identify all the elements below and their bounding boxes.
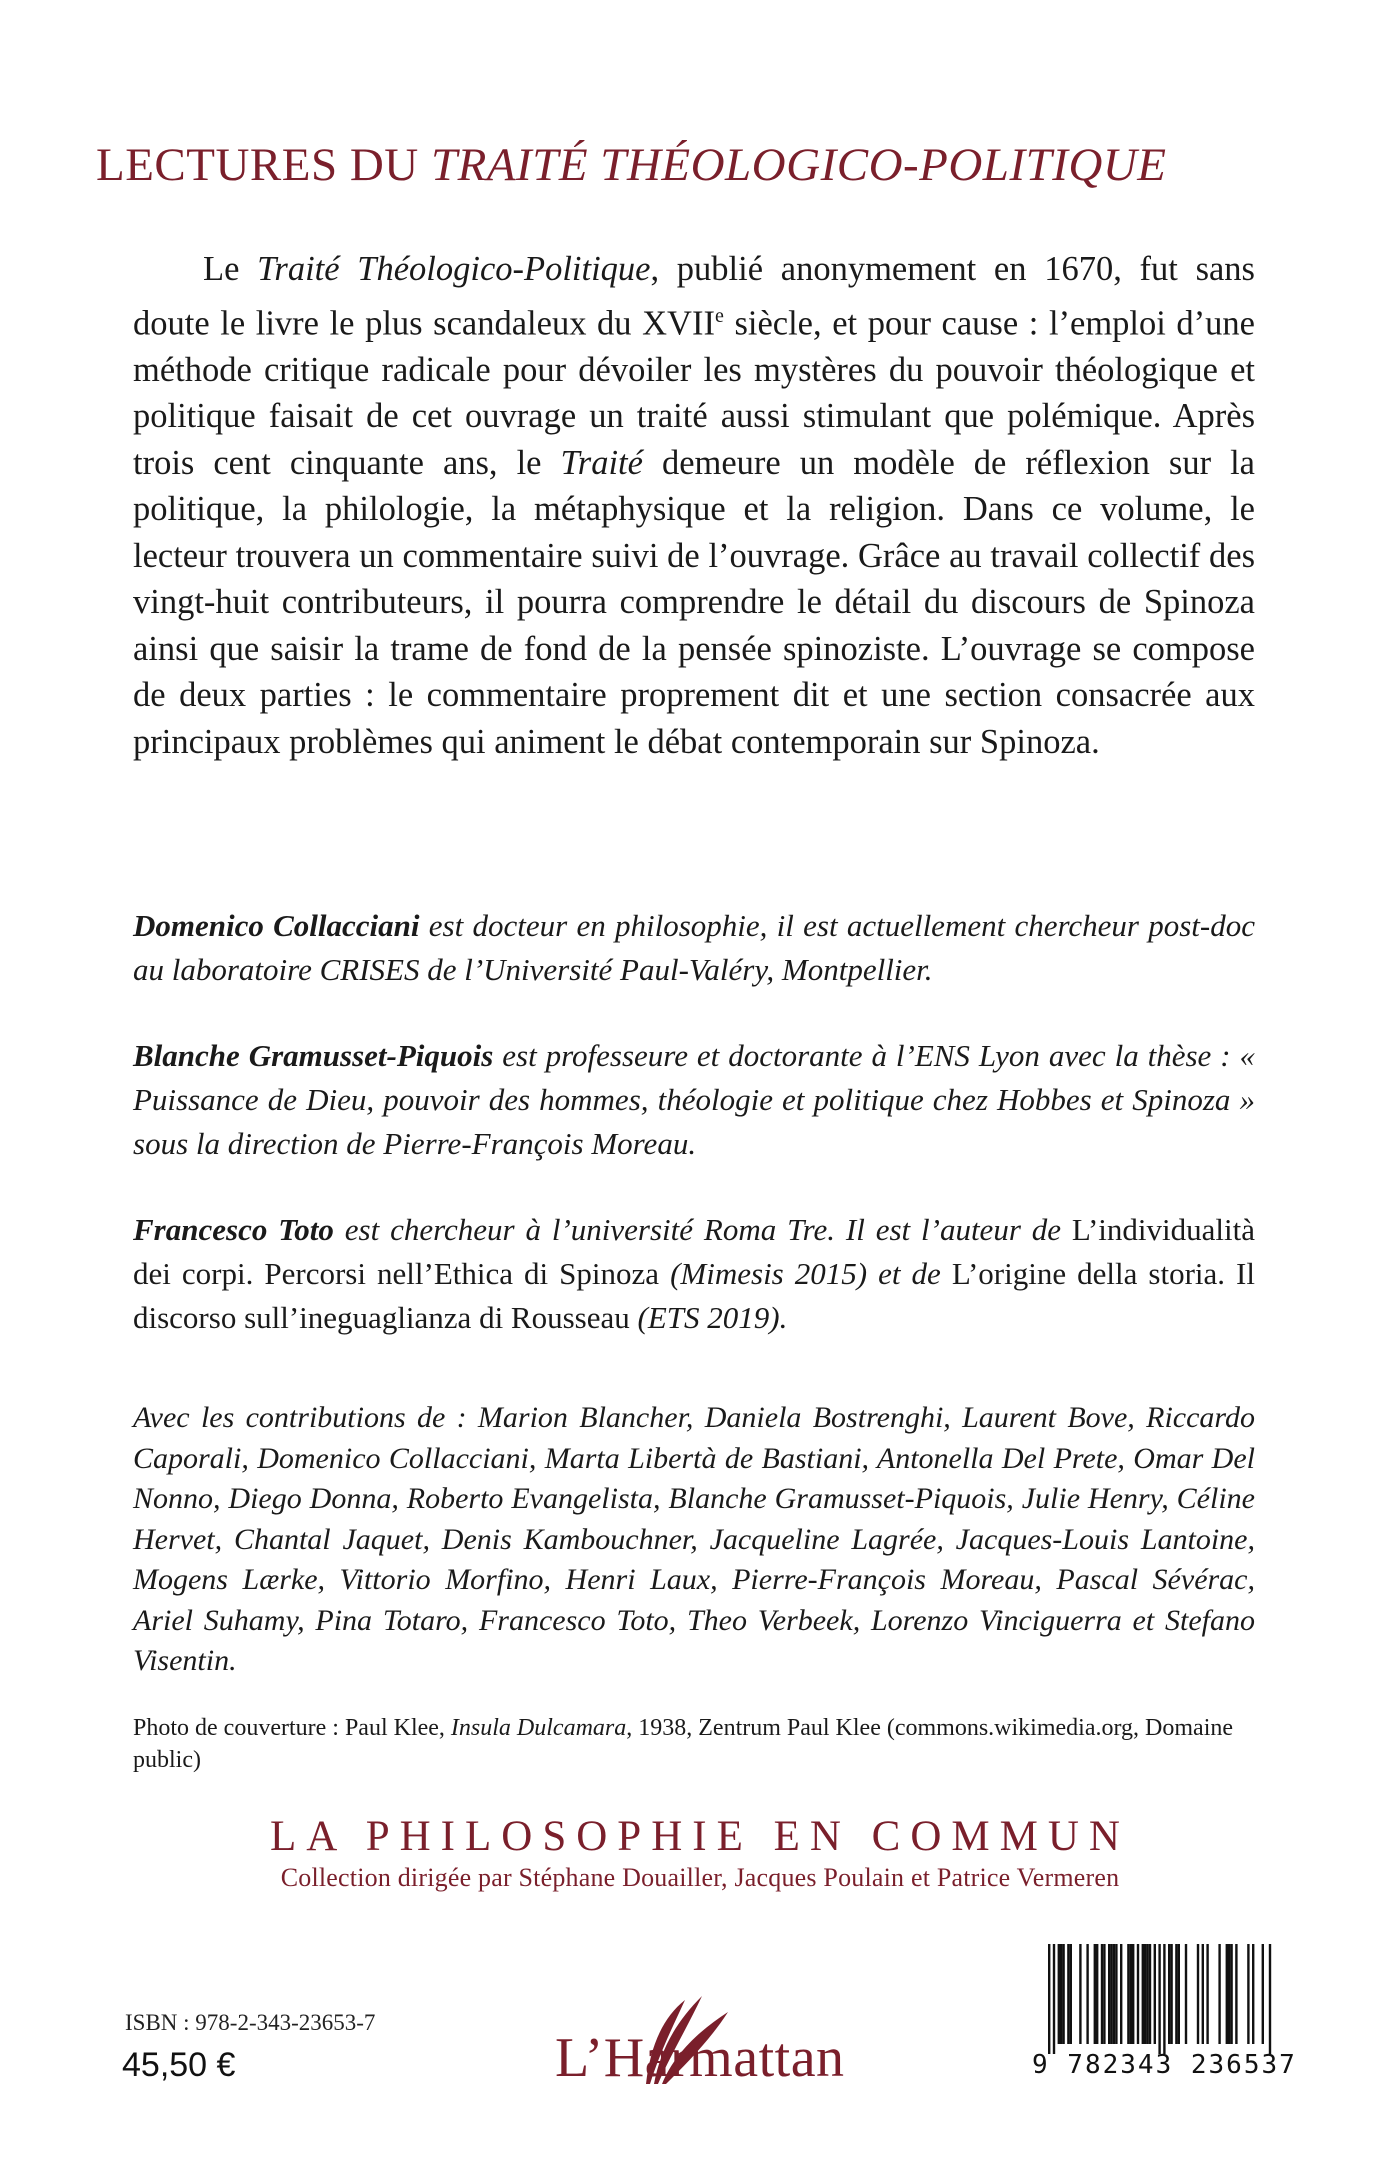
barcode-bar <box>1226 1944 1228 2044</box>
barcode-bar <box>1053 1944 1055 2054</box>
barcode-bar <box>1062 1944 1064 2044</box>
author-bios <box>133 904 1255 1382</box>
barcode-bar <box>1127 1944 1129 2044</box>
barcode-bar <box>1058 1944 1060 2044</box>
summary-text: demeure un modèle de réflexion sur la politique, la philologie, la métaphysique et la religion. Dans ce volume, le lecteur trouvera un commentaire suivi de l’ouvrage. Grâce au travail collectif des vingt-huit contributeurs, il pourra comprendre le détail du discours de Spinoza ainsi que saisir la trame de fond de la pensée spinoziste. L’ouvrage se compose de deux parties : le commentaire proprement dit et une section consacrée aux principaux problèmes qui animent le débat contemporain sur Spinoza. <box>133 443 1255 761</box>
author-bio <box>133 1208 1255 1340</box>
book-title <box>96 138 1316 192</box>
barcode-bar <box>1108 1944 1110 2044</box>
publisher-logo <box>550 1978 850 2088</box>
credit-text: Photo de couverture : Paul Klee, <box>133 1715 451 1741</box>
summary-text: Le <box>203 250 258 288</box>
barcode-bar <box>1110 1944 1112 2044</box>
barcode-bar <box>1086 1944 1088 2044</box>
barcode-bar <box>1228 1944 1230 2044</box>
barcode-bar <box>1079 1944 1081 2044</box>
barcode-bar <box>1262 1944 1264 2044</box>
contributors-list: Avec les contributions de : Marion Blancher, Daniela Bostrenghi, Laurent Bove, Riccardo Caporali, Domenico Collacciani, Marta Libertà de Bastiani, Antonella Del Prete, Omar Del Nonno, Diego Donna, Roberto Evangelista, Blanche Gramusset-Piquois, Julie Henry, Céline Hervet, Chantal Jaquet, Denis Kambouchner, Jacqueline Lagrée, Jacques-Louis Lantoine, Mogens Lærke, Vittorio Morfino, Henri Laux, Pierre-François Moreau, Pascal Sévérac, Ariel Suhamy, Pina Totaro, Francesco Toto, Theo Verbeek, Lorenzo Vinciguerra et Stefano Visentin. <box>133 1401 1255 1677</box>
author-bio-text: (ETS 2019). <box>629 1300 788 1335</box>
barcode-bar <box>1149 1944 1151 2044</box>
author-bio-text: (Mimesis 2015) et de <box>659 1256 952 1291</box>
summary-text: siècle, et pour cause : l’emploi d’une méthode critique radicale pour dévoiler les mystères du pouvoir théologique et politique faisait de cet ouvrage un traité aussi stimulant que polémique. Après trois cent cinquante ans, le <box>133 304 1255 482</box>
summary-italic-traite: Traité <box>560 443 643 482</box>
summary-text: , publié anonymement en 1670, fut sans doute le livre le plus scandaleux du XVII <box>133 250 1255 342</box>
author-bio-text: est chercheur à l’université Roma Tre. Il est l’auteur de <box>333 1212 1072 1247</box>
barcode-bar <box>1218 1944 1220 2044</box>
barcode-bar <box>1168 1944 1170 2044</box>
author-bio <box>133 904 1255 992</box>
barcode-bar <box>1197 1944 1199 2044</box>
collection-name: LA PHILOSOPHIE EN COMMUN <box>270 1813 1130 1860</box>
artwork-title: Insula Dulcamara <box>450 1715 627 1741</box>
summary-italic-title: Traité Théologico-Politique <box>257 250 651 288</box>
barcode-bars <box>1022 1944 1272 2054</box>
barcode-bar <box>1146 1944 1148 2044</box>
barcode-bar <box>1170 1944 1172 2044</box>
century-superscript: e <box>714 304 724 327</box>
barcode-bar <box>1202 1944 1204 2044</box>
barcode-bar <box>1101 1944 1103 2044</box>
barcode-bar <box>1230 1944 1232 2044</box>
barcode-bar <box>1115 1944 1117 2044</box>
barcode-bar <box>1269 1944 1271 2054</box>
barcode-bar <box>1235 1944 1237 2044</box>
author-name: Domenico Collacciani <box>133 908 420 943</box>
barcode-bar <box>1096 1944 1098 2044</box>
barcode-bar <box>1142 1944 1144 2044</box>
author-bio <box>133 1034 1255 1166</box>
author-bio-text: est professeure et doctorante à l’ENS Lyon avec la thèse : « Puissance de Dieu, pouvoir des hommes, théologie et politique chez Hobbes et Spinoza » sous la direction de Pierre-François Moreau. <box>133 1038 1256 1161</box>
isbn-barcode <box>1022 1944 1297 2080</box>
cover-photo-credit <box>133 1712 1255 1776</box>
barcode-bar <box>1094 1944 1096 2044</box>
barcode-bar <box>1070 1944 1072 2044</box>
barcode-bar <box>1185 1944 1187 2044</box>
barcode-bar <box>1132 1944 1134 2044</box>
title-italic: TRAITÉ THÉOLOGICO-POLITIQUE <box>431 139 1167 191</box>
barcode-bar <box>1137 1944 1139 2044</box>
barcode-bar <box>1175 1944 1177 2044</box>
barcode-bar <box>1103 1944 1105 2044</box>
collection-directors: Collection dirigée par Stéphane Douailler, Jacques Poulain et Patrice Vermeren <box>280 1863 1120 1892</box>
barcode-bar <box>1247 1944 1249 2044</box>
title-plain: LECTURES DU <box>96 139 431 191</box>
barcode-bar <box>1163 1944 1165 2054</box>
barcode-bar <box>1048 1944 1050 2054</box>
isbn: ISBN : 978-2-343-23653-7 <box>125 2010 376 2035</box>
barcode-bar <box>1113 1944 1115 2044</box>
author-name: Blanche Gramusset-Piquois <box>133 1038 494 1073</box>
publisher-name: L’Harmattan <box>555 2027 845 2089</box>
barcode-bar <box>1158 1944 1160 2054</box>
author-bio-text: est docteur en philosophie, il est actuellement chercheur post-doc au laboratoire CRISES de l’Université Paul-Valéry, Montpellier. <box>133 908 1255 987</box>
book-summary <box>133 246 1255 765</box>
barcode-digits: 9 782343 236537 <box>1032 2050 1297 2080</box>
barcode-bar <box>1206 1944 1208 2044</box>
barcode-bar <box>1120 1944 1122 2044</box>
barcode-bar <box>1144 1944 1146 2044</box>
summary-paragraph <box>133 246 1255 765</box>
barcode-bar <box>1067 1944 1069 2044</box>
barcode-bar <box>1178 1944 1180 2044</box>
book-reference: L’individualità dei corpi. Percorsi nell’Ethica di Spinoza <box>133 1212 1255 1291</box>
author-name: Francesco Toto <box>133 1212 334 1247</box>
collection-block <box>0 1812 1400 1893</box>
book-reference: L’origine della storia. Il discorso sull’ineguaglianza di Rousseau <box>133 1256 1255 1335</box>
barcode-bar <box>1060 1944 1062 2044</box>
barcode-bar <box>1252 1944 1254 2044</box>
credit-text: , 1938, Zentrum Paul Klee (commons.wikimedia.org, Domaine public) <box>133 1715 1234 1773</box>
barcode-bar <box>1154 1944 1156 2044</box>
price: 45,50 € <box>122 2046 236 2084</box>
barcode-bar <box>1130 1944 1132 2044</box>
